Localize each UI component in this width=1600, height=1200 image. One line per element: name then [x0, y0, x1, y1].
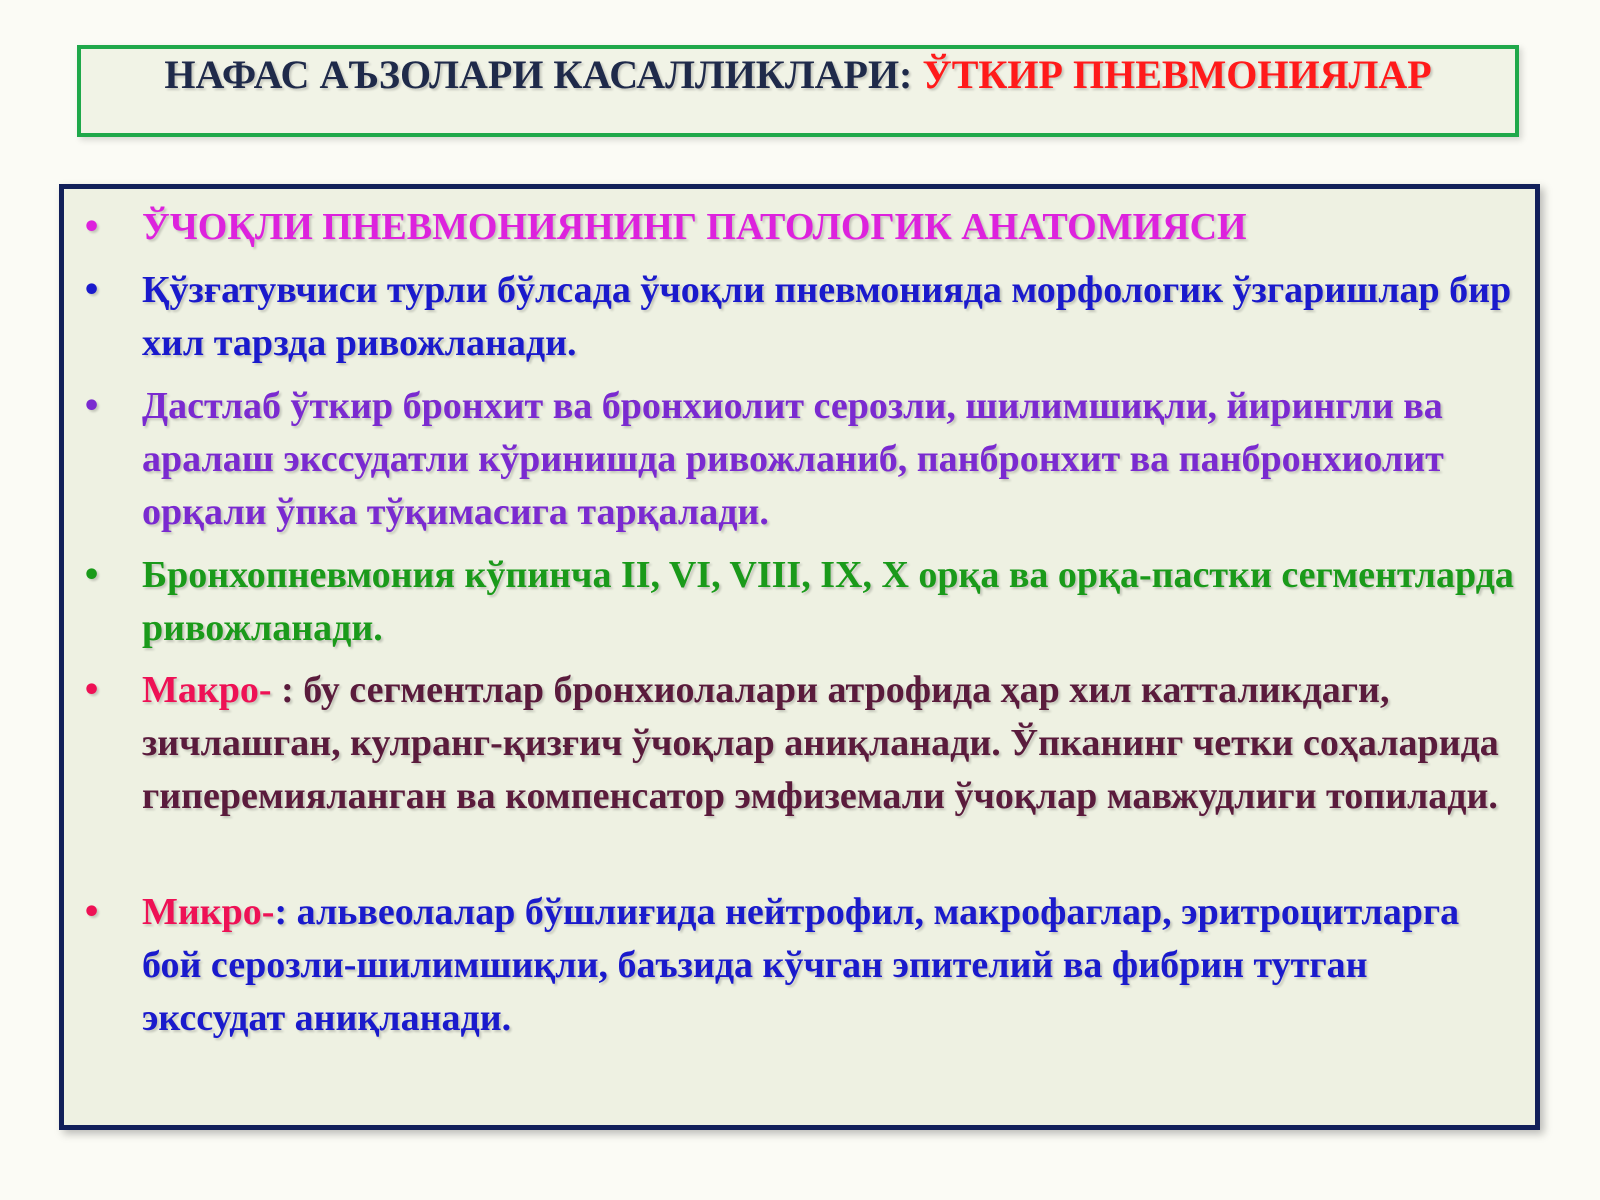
bullet-marker: • [82, 389, 102, 424]
macro-label: Макро- [142, 669, 272, 711]
macro-text: : бу сегментлар бронхиолалари атрофида ҳар хил катталикдаги, зичлашган, кулранг-қизғич ўчоқлар аниқланади. Ўпканинг четки соҳаларида гиперемияланган ва компенсатор эмфиземали ўчоқлар мавжудлиги топилади. [142, 669, 1499, 817]
bullet-marker: • [82, 895, 102, 930]
slide-title [81, 49, 1515, 101]
bullet-text [142, 886, 1517, 1045]
bullet-text: Бронхопневмония кўпинча II, VI, VIII, IX, X орқа ва орқа-пастки сегментларда ривожланади. [142, 554, 1514, 649]
bullet-text [142, 664, 1517, 823]
title-part-1: НАФАС АЪЗОЛАРИ КАСАЛЛИКЛАРИ: [164, 52, 923, 97]
title-box [77, 45, 1519, 137]
title-part-2: ЎТКИР ПНЕВМОНИЯЛАР [922, 52, 1432, 97]
bullet-marker: • [82, 558, 102, 593]
bullet-text: Қўзғатувчиси турли бўлсада ўчоқли пневмонияда морфологик ўзгаришлар бир хил тарзда ривожланади. [142, 269, 1512, 364]
bullet-marker: • [82, 210, 102, 245]
content-box [59, 184, 1540, 1130]
bullet-marker: • [82, 673, 102, 708]
micro-label: Микро- [142, 891, 275, 933]
bullet-text: ЎЧОҚЛИ ПНЕВМОНИЯНИНГ ПАТОЛОГИК АНАТОМИЯСИ [142, 206, 1247, 248]
bullet-text: Дастлаб ўткир бронхит ва бронхиолит серозли, шилимшиқли, йирингли ва аралаш экссудатли кўринишда ривожланиб, панбронхит ва панбронхиолит орқали ўпка тўқимасига тарқалади. [142, 385, 1444, 533]
micro-text: : альвеолалар бўшлиғида нейтрофил, макрофаглар, эритроцитларга бой серозли-шилимшиқли, баъзида кўчган эпителий ва фибрин тутган экссудат аниқланади. [142, 891, 1460, 1039]
bullet-marker: • [82, 273, 102, 308]
